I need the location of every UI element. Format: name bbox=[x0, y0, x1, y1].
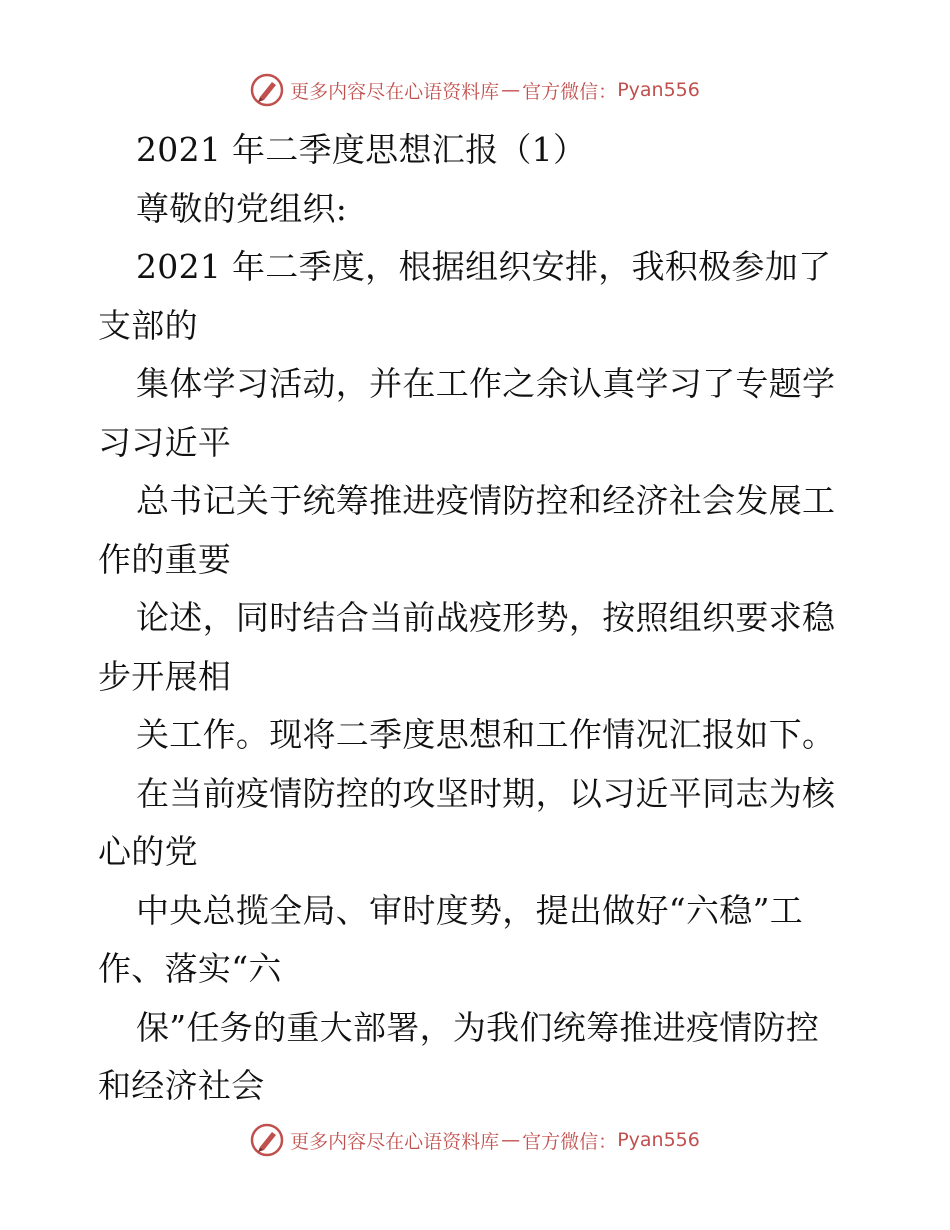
body-line: 论述，同时结合当前战疫形势，按照组织要求稳 bbox=[136, 598, 836, 637]
body-line: 总书记关于统筹推进疫情防控和经济社会发展工 bbox=[136, 481, 836, 520]
header-banner bbox=[0, 70, 950, 110]
body-line: 习习近平 bbox=[98, 422, 232, 462]
banner-wechat-label: 官方微信： bbox=[522, 80, 618, 103]
body-line: 关工作。现将二季度思想和工作情况汇报如下。 bbox=[136, 715, 836, 754]
document-body bbox=[98, 121, 858, 1116]
banner-separator: — bbox=[501, 79, 521, 101]
body-line: 中央总揽全局、审时度势，提出做好“六稳”工 bbox=[136, 890, 804, 930]
banner-wechat-id: Pyan556 bbox=[617, 79, 700, 101]
banner-wechat-label: 官方微信： bbox=[522, 1130, 618, 1153]
pen-logo-icon bbox=[250, 1123, 284, 1157]
document-title: 2021 年二季度思想汇报（1） bbox=[136, 130, 587, 169]
banner-text: 更多内容尽在心语资料库 bbox=[290, 1130, 500, 1153]
banner-wechat-id: Pyan556 bbox=[617, 1129, 700, 1151]
body-line: 作的重要 bbox=[98, 539, 232, 579]
body-line: 在当前疫情防控的攻坚时期，以习近平同志为核 bbox=[136, 773, 836, 813]
banner-separator: — bbox=[501, 1129, 521, 1151]
body-line: 保”任务的重大部署，为我们统筹推进疫情防控 bbox=[136, 1007, 820, 1047]
body-line: 支部的 bbox=[98, 305, 198, 345]
footer-banner bbox=[0, 1120, 950, 1160]
body-line: 心的党 bbox=[98, 832, 198, 871]
body-line: 和经济社会 bbox=[98, 1066, 265, 1105]
body-line: 集体学习活动，并在工作之余认真学习了专题学 bbox=[136, 364, 836, 403]
banner-text: 更多内容尽在心语资料库 bbox=[290, 80, 500, 103]
body-line: 步开展相 bbox=[98, 656, 232, 696]
pen-logo-icon bbox=[250, 73, 284, 107]
salutation: 尊敬的党组织: bbox=[136, 188, 348, 228]
body-line: 作、落实“六 bbox=[98, 949, 282, 988]
body-line: 2021 年二季度，根据组织安排，我积极参加了 bbox=[136, 247, 832, 286]
